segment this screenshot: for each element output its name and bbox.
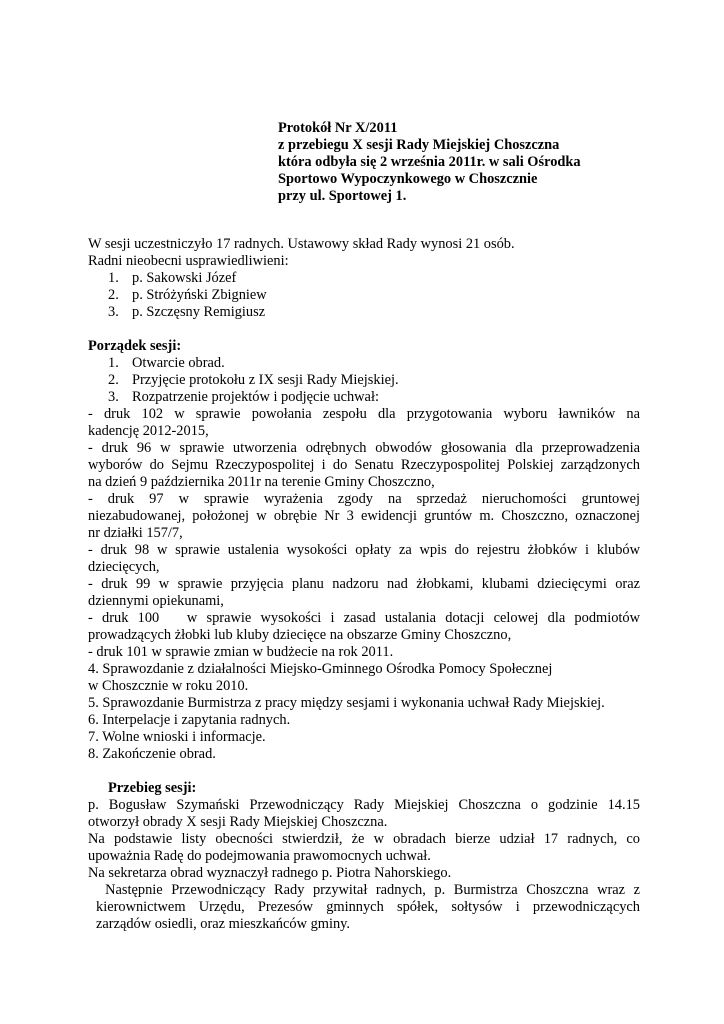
- proceedings-text: Na podstawie listy obecności stwierdził, że w obradach bierze udział 17 radnych, co: [88, 831, 640, 847]
- attendance-line: W sesji uczestniczyło 17 radnych. Ustawowy skład Rady wynosi 21 osób.: [88, 236, 515, 252]
- proceedings-text: p. Bogusław Szymański Przewodniczący Rady Miejskiej Choszczna o godzinie 14.15: [88, 797, 640, 813]
- draft-item-cont: dziennymi opiekunami,: [88, 593, 224, 609]
- absent-item: 2. p. Stróżyński Zbigniew: [108, 287, 267, 303]
- agenda-item: 1. Otwarcie obrad.: [108, 355, 225, 371]
- draft-item-cont: wyborów do Sejmu Rzeczypospolitej i do Senatu Rzeczypospolitej Polskiej zarządzonych: [88, 457, 640, 473]
- absent-item: 1. p. Sakowski Józef: [108, 270, 237, 286]
- draft-item-cont: na dzień 9 października 2011r na terenie Gminy Choszczno,: [88, 474, 435, 490]
- document-body: [88, 236, 640, 933]
- proceedings-text: Na sekretarza obrad wyznaczył radnego p. Piotra Nahorskiego.: [88, 865, 452, 881]
- proceedings-text: zarządów osiedli, oraz mieszkańców gminy.: [96, 916, 351, 932]
- agenda-item: 7. Wolne wnioski i informacje.: [88, 729, 266, 745]
- draft-item-cont: nr działki 157/7,: [88, 525, 183, 541]
- protocol-header: [278, 120, 581, 205]
- header-line: Sportowo Wypoczynkowego w Choszcznie: [278, 171, 538, 187]
- agenda-item: 3. Rozpatrzenie projektów i podjęcie uchwał:: [108, 389, 379, 405]
- agenda-item: 2. Przyjęcie protokołu z IX sesji Rady Miejskiej.: [108, 372, 399, 388]
- agenda-item: 8. Zakończenie obrad.: [88, 746, 216, 762]
- agenda-item: 4. Sprawozdanie z działalności Miejsko-Gminnego Ośrodka Pomocy Społecznej: [88, 661, 553, 677]
- proceedings-text: kierownictwem Urzędu, Prezesów gminnych spółek, sołtysów i przewodniczących: [96, 899, 640, 915]
- draft-item: - druk 102 w sprawie powołania zespołu dla przygotowania wyboru ławników na: [88, 406, 640, 422]
- agenda-heading: Porządek sesji:: [88, 338, 182, 354]
- draft-item-cont: niezabudowanej, położonej w obrębie Nr 3 ewidencji gruntów m. Choszczno, oznaczonej: [88, 508, 640, 524]
- header-line: Protokół Nr X/2011: [278, 120, 398, 136]
- draft-item: - druk 99 w sprawie przyjęcia planu nadzoru nad żłobkami, klubami dziecięcymi oraz: [88, 576, 640, 592]
- draft-item-cont: dziecięcych,: [88, 559, 160, 575]
- proceedings-text: Następnie Przewodniczący Rady przywitał radnych, p. Burmistrza Choszczna wraz z: [88, 882, 640, 898]
- agenda-item-cont: w Choszcznie w roku 2010.: [88, 678, 249, 694]
- draft-item: - druk 96 w sprawie utworzenia odrębnych obwodów głosowania dla przeprowadzenia: [88, 440, 640, 456]
- proceedings-heading: Przebieg sesji:: [108, 780, 197, 796]
- proceedings-text: otworzył obrady X sesji Rady Miejskiej Choszczna.: [88, 814, 388, 830]
- draft-item-cont: prowadzących żłobki lub kluby dziecięce na obszarze Gminy Choszczno,: [88, 627, 512, 643]
- draft-item: - druk 98 w sprawie ustalenia wysokości opłaty za wpis do rejestru żłobków i klubów: [88, 542, 640, 558]
- header-line: która odbyła się 2 września 2011r. w sali Ośrodka: [278, 154, 581, 170]
- draft-item-cont: kadencję 2012-2015,: [88, 423, 209, 439]
- proceedings-text: upoważnia Radę do podejmowania prawomocnych uchwał.: [88, 848, 431, 864]
- draft-item: - druk 101 w sprawie zmian w budżecie na rok 2011.: [88, 644, 394, 660]
- absent-item: 3. p. Szczęsny Remigiusz: [108, 304, 266, 320]
- agenda-item: 5. Sprawozdanie Burmistrza z pracy między sesjami i wykonania uchwał Rady Miejskiej.: [88, 695, 605, 711]
- draft-item: - druk 97 w sprawie wyrażenia zgody na sprzedaż nieruchomości gruntowej: [88, 491, 640, 507]
- absent-heading: Radni nieobecni usprawiedliwieni:: [88, 253, 289, 269]
- agenda-item: 6. Interpelacje i zapytania radnych.: [88, 712, 291, 728]
- header-line: z przebiegu X sesji Rady Miejskiej Choszczna: [278, 137, 560, 153]
- draft-item: - druk 100 w sprawie wysokości i zasad ustalania dotacji celowej dla podmiotów: [88, 610, 640, 626]
- header-line: przy ul. Sportowej 1.: [278, 188, 407, 204]
